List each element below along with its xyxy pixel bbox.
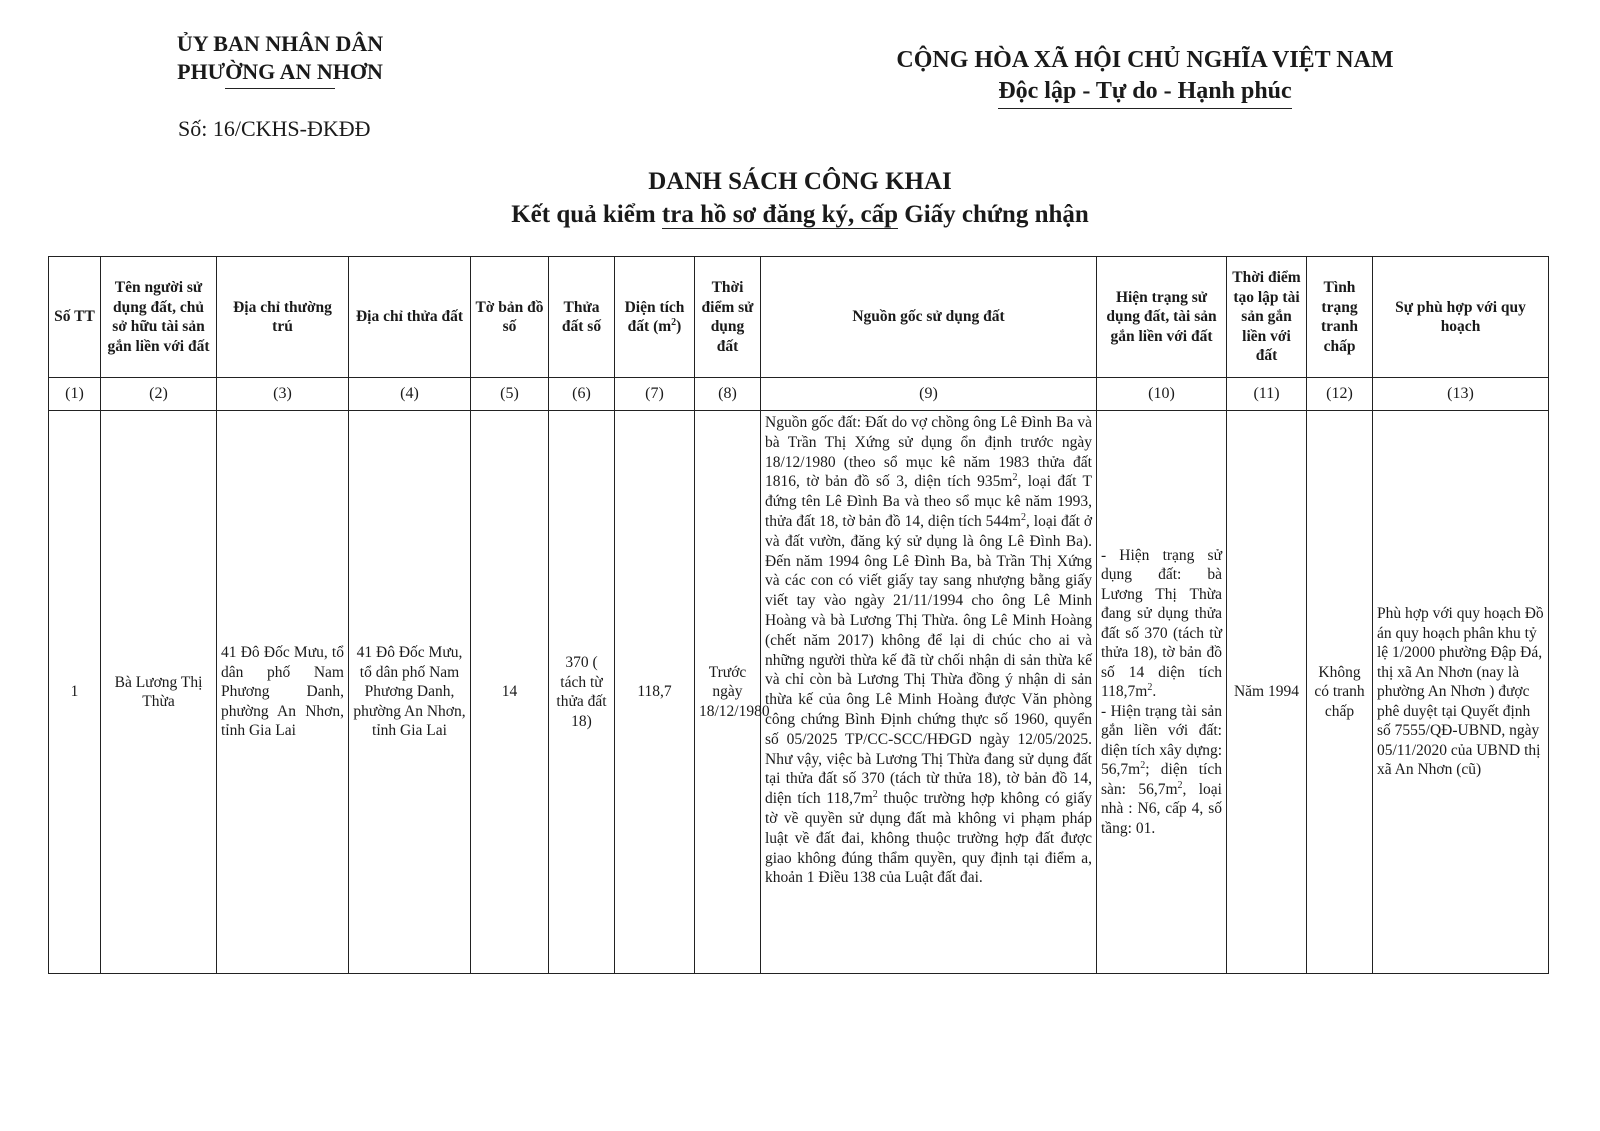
header-area-text: Diện tích đất (m: [624, 298, 685, 335]
title-line-2-underlined: tra hồ sơ đăng ký, cấp: [661, 201, 899, 228]
header-area: [615, 257, 695, 378]
header-map-sheet: Tờ bản đồ số: [471, 257, 549, 378]
column-number: (2): [101, 378, 217, 411]
header-current-status: Hiện trạng sử dụng đất, tài sản gắn liền với đất: [1097, 257, 1227, 378]
cell-owner: Bà Lương Thị Thừa: [101, 411, 217, 974]
header-permanent-address: Địa chỉ thường trú: [217, 257, 349, 378]
header-planning: Sự phù hợp với quy hoạch: [1373, 257, 1549, 378]
national-motto: Độc lập - Tự do - Hạnh phúc: [998, 76, 1291, 109]
header-stt: Số TT: [49, 257, 101, 378]
cell-permanent-address: 41 Đô Đốc Mưu, tổ dân phố Nam Phương Danh, phường An Nhơn, tỉnh Gia Lai: [217, 411, 349, 974]
column-number-row: [49, 378, 1549, 411]
title-line-2-pre: Kết quả kiểm: [511, 201, 662, 228]
cell-current-status: [1097, 411, 1227, 974]
column-number: (8): [695, 378, 761, 411]
document-title: [0, 166, 1600, 234]
issuing-authority: [150, 30, 410, 89]
cell-dispute: Không có tranh chấp: [1307, 411, 1373, 974]
header-land-origin: Nguồn gốc sử dụng đất: [761, 257, 1097, 378]
header-parcel-no: Thửa đất số: [549, 257, 615, 378]
column-number: (13): [1373, 378, 1549, 411]
column-number: (6): [549, 378, 615, 411]
header-dispute: Tình trạng tranh chấp: [1307, 257, 1373, 378]
origin-sup-2: 2: [1020, 511, 1026, 523]
title-line-1: DANH SÁCH CÔNG KHAI: [648, 168, 952, 195]
column-number: (9): [761, 378, 1097, 411]
national-header: [880, 44, 1410, 109]
cell-asset-time: Năm 1994: [1227, 411, 1307, 974]
column-number: (7): [615, 378, 695, 411]
column-number: (11): [1227, 378, 1307, 411]
column-number: (10): [1097, 378, 1227, 411]
origin-part-1: Nguồn gốc đất: Đất do vợ chồng ông Lê Đình Ba và bà Trần Thị Xứng sử dụng ổn định trước ngày 18/12/1980 (theo sổ mục kê năm 1983 thửa đất 1816, tờ bản đồ số 3, diện tích 935m: [765, 414, 1092, 491]
header-usage-time: Thời điểm sử dụng đất: [695, 257, 761, 378]
status-sup-3: 2: [1177, 779, 1183, 791]
header-owner: Tên người sử dụng đất, chủ sở hữu tài sản gắn liền với đất: [101, 257, 217, 378]
table-row: [49, 411, 1549, 974]
origin-part-3: , loại đất ở và đất vườn, đăng ký sử dụng là ông Lê Đình Ba). Đến năm 1994 ông Lê Đình Ba, bà Trần Thị Xứng và các con có viết giấy tay sang nhượng bằng giấy viết tay vào ngày 21/11/1994 cho ông Lê Minh Hoàng và bà Lương Thị Thừa. ông Lê Minh Hoàng (chết năm 2017) không để lại di chúc cho ai và những người thừa kế đã từ chối nhận di sản thừa kế và chỉ còn bà Lương Thị Thừa đồng ý nhận di sản thừa kế của ông Lê Minh Hoàng được Văn phòng công chứng Bình Định chứng thực số 1960, quyển số 05/2025 TP/CC-SCC/HĐGD ngày 12/05/2025. Như vậy, việc bà Lương Thị Thừa đang sử dụng đất tại thửa đất số 370 (tách từ thửa 18), tờ bản đồ 14, diện tích 118,7m: [765, 512, 1093, 808]
title-line-2-post: Giấy chứng nhận: [898, 201, 1089, 228]
cell-map-sheet: 14: [471, 411, 549, 974]
column-number: (4): [349, 378, 471, 411]
status-part-3: - Hiện trạng tài sản gắn liền với đất: diện tích xây dựng: 56,7m: [1101, 702, 1222, 779]
status-part-2: .: [1152, 683, 1157, 701]
origin-part-4: thuộc trường hợp không có giấy tờ về quyền sử dụng đất mà không vi phạm pháp luật về đất đai, không thuộc trường hợp đất được giao không đúng thẩm quyền, quy định tại điểm a, khoản 1 Điều 138 của Luật đất đai.: [765, 790, 1092, 887]
cell-usage-time: Trước ngày 18/12/1980: [695, 411, 761, 974]
cell-land-origin: [761, 411, 1097, 974]
origin-sup-1: 2: [1012, 472, 1018, 484]
column-number: (5): [471, 378, 549, 411]
authority-underline: [225, 88, 335, 89]
document-number: Số: 16/CKHS-ĐKĐĐ: [178, 116, 371, 141]
column-number: (1): [49, 378, 101, 411]
status-part-4: ; diện tích sàn: 56,7m: [1101, 761, 1222, 798]
cell-planning: Phù hợp với quy hoạch Đồ án quy hoạch phân khu tỷ lệ 1/2000 phường Đập Đá, thị xã An Nhơn (nay là phường An Nhơn ) được phê duyệt tại Quyết định số 7555/QĐ-UBND, ngày 05/11/2020 của UBND thị xã An Nhơn (cũ): [1373, 411, 1549, 974]
table-header-row: [49, 257, 1549, 378]
header-parcel-address: Địa chỉ thửa đất: [349, 257, 471, 378]
public-list-table: [48, 256, 1549, 974]
authority-line-2: PHƯỜNG AN NHƠN: [177, 59, 383, 84]
column-number: (12): [1307, 378, 1373, 411]
header-asset-time: Thời điểm tạo lập tài sản gắn liền với đất: [1227, 257, 1307, 378]
status-part-5: , loại nhà : N6, cấp 4, số tầng: 01.: [1101, 780, 1222, 837]
origin-sup-3: 2: [872, 788, 878, 800]
cell-parcel-address: 41 Đô Đốc Mưu, tổ dân phố Nam Phương Danh, phường An Nhơn, tỉnh Gia Lai: [349, 411, 471, 974]
status-sup-2: 2: [1140, 760, 1146, 772]
header-area-close: ): [676, 318, 682, 335]
authority-line-1: ỦY BAN NHÂN DÂN: [176, 31, 384, 56]
status-part-1: - Hiện trạng sử dụng đất: bà Lương Thị Thừa đang sử dụng thửa đất số 370 (tách từ thửa 18), tờ bản đồ số 14 diện tích 118,7m: [1101, 546, 1222, 701]
header-area-sup: 2: [671, 316, 677, 328]
nation-name: CỘNG HÒA XÃ HỘI CHỦ NGHĨA VIỆT NAM: [896, 47, 1394, 73]
origin-part-2: , loại đất T đứng tên Lê Đình Ba và theo sổ mục kê năm 1993, thửa đất 18, tờ bản đồ 14, diện tích 544m: [765, 473, 1092, 530]
cell-stt: 1: [49, 411, 101, 974]
cell-parcel-no: 370 ( tách từ thửa đất 18): [549, 411, 615, 974]
cell-area: 118,7: [615, 411, 695, 974]
column-number: (3): [217, 378, 349, 411]
title-line-2: [503, 198, 1097, 234]
status-sup-1: 2: [1147, 682, 1153, 694]
